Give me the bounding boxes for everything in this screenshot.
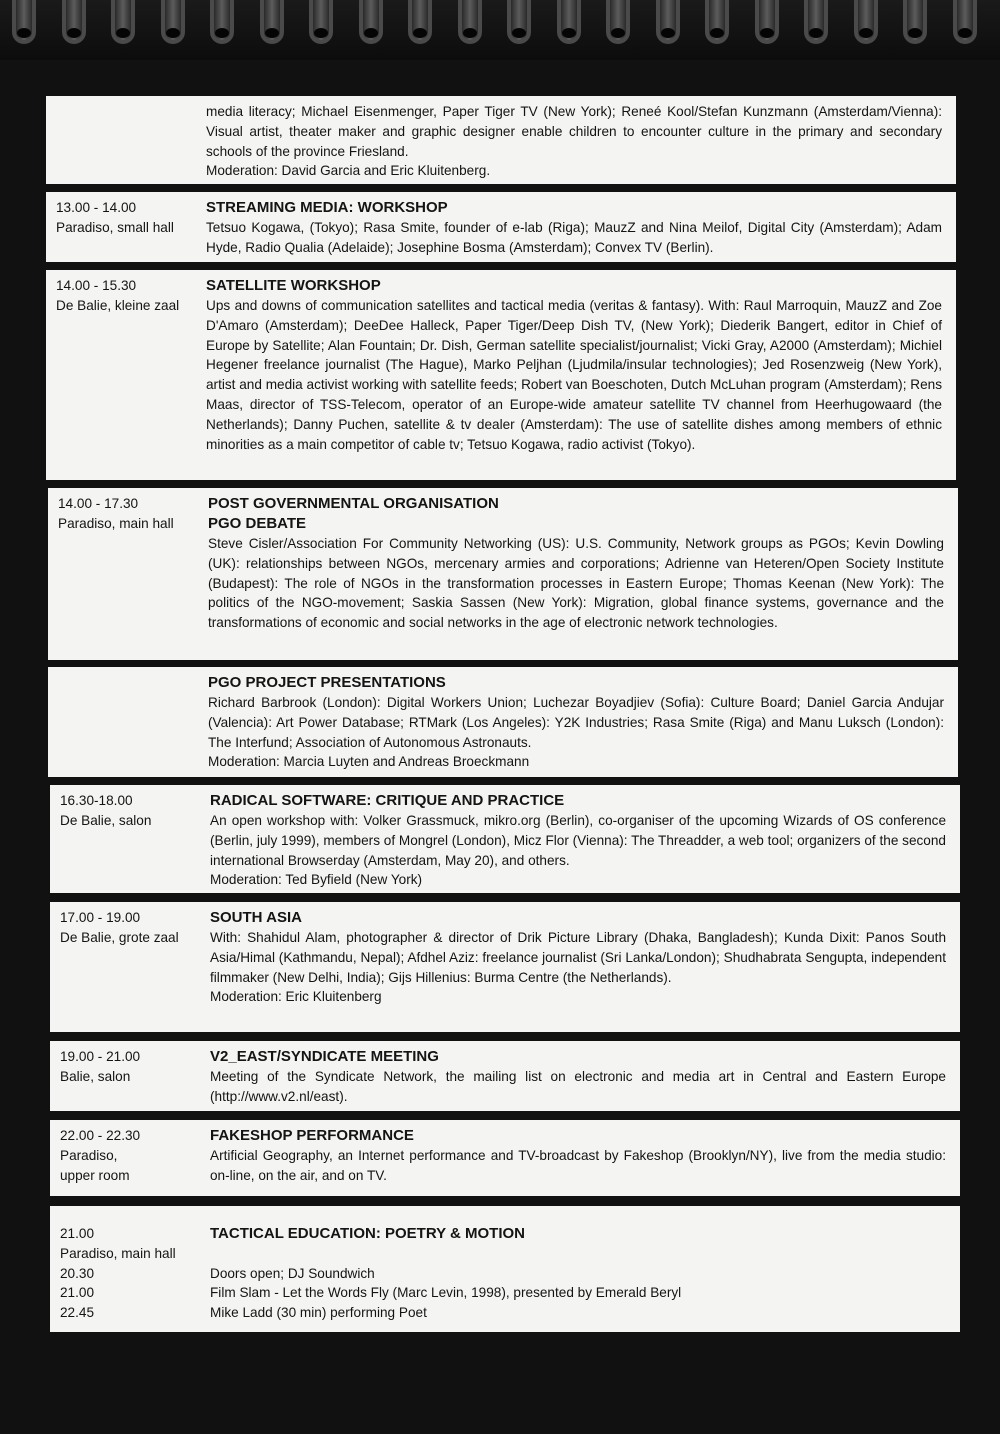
session-subtitle: PGO DEBATE — [208, 515, 307, 532]
session-body: Artificial Geography, an Internet performance and TV-broadcast by Fakeshop (Brooklyn/NY), live from the media studio: on-line, on the air, and on TV. — [210, 1148, 946, 1183]
session-time-venue — [56, 198, 206, 258]
session-details — [208, 673, 944, 772]
session-block — [50, 1120, 960, 1196]
session-venue: Paradiso, small hall — [56, 219, 174, 235]
session-time-venue — [60, 1126, 210, 1186]
session-moderation: Moderation: Marcia Luyten and Andreas Broeckmann — [208, 754, 530, 770]
schedule-text: Mike Ladd (30 min) performing Poet — [210, 1305, 427, 1321]
session-body: Richard Barbrook (London): Digital Workers Union; Luchezar Boyadjiev (Sofia): Culture Board; Daniel Garcia Andujar (Valencia): Art Power Database; RTMark (Los Angeles): Y2K Industries; Rasa Smite (Riga) and Manu Luksch (London): The Interfund; Association of Autonomous Astronauts. — [208, 695, 944, 750]
session-body: With: Shahidul Alam, photographer & director of Drik Picture Library (Dhaka, Bangladesh); Kunda Dixit: Panos South Asia/Himal (Kathmandu, Nepal); Afdhel Aziz: freelance journalist (Sri Lanka/London); Shudhabrata Sengupta, independent filmmaker (New Delhi, India); Gijs Hillenius: Burma Centre (the Netherlands). — [210, 930, 946, 985]
session-title: SOUTH ASIA — [210, 909, 302, 926]
session-venue: Balie, salon — [60, 1068, 131, 1084]
session-block — [46, 96, 956, 184]
session-time-venue — [56, 102, 206, 181]
session-block — [48, 488, 958, 660]
session-venue: Paradiso, main hall — [58, 515, 174, 531]
session-block — [46, 192, 956, 262]
session-body: Tetsuo Kogawa, (Tokyo); Rasa Smite, founder of e-lab (Riga); MauzZ and Nina Meilof, Digital City (Amsterdam); Adam Hyde, Radio Qualia (Adelaide); Josephine Bosma (Amsterdam); Convex TV (Berlin). — [206, 220, 942, 255]
session-time: 17.00 - 19.00 — [60, 910, 141, 925]
session-time-venue — [60, 1047, 210, 1107]
session-title: FAKESHOP PERFORMANCE — [210, 1127, 414, 1144]
session-details — [208, 494, 944, 633]
session-body: Meeting of the Syndicate Network, the mailing list on electronic and media art in Central and Eastern Europe (http://www.v2.nl/east). — [210, 1069, 946, 1104]
session-time-venue — [58, 673, 208, 772]
session-time: 14.00 - 15.30 — [56, 278, 137, 293]
session-title: PGO PROJECT PRESENTATIONS — [208, 674, 446, 691]
session-title: TACTICAL EDUCATION: POETRY & MOTION — [210, 1225, 525, 1242]
session-time-venue — [56, 276, 206, 454]
session-details — [210, 1126, 946, 1186]
session-venue-room: upper room — [60, 1167, 130, 1183]
session-block — [50, 1041, 960, 1111]
session-details — [206, 276, 942, 454]
session-title: STREAMING MEDIA: WORKSHOP — [206, 199, 448, 216]
session-venue: De Balie, salon — [60, 812, 152, 828]
schedule-item — [60, 1303, 946, 1323]
session-moderation: Moderation: Ted Byfield (New York) — [210, 872, 423, 888]
schedule-item — [60, 1283, 946, 1303]
session-block — [50, 902, 960, 1032]
session-details — [210, 1224, 946, 1264]
session-moderation: Moderation: Eric Kluitenberg — [210, 989, 382, 1005]
session-time: 21.00 — [60, 1226, 95, 1241]
session-title: POST GOVERNMENTAL ORGANISATION — [208, 495, 499, 512]
session-body: Ups and downs of communication satellites and tactical media (veritas & fantasy). With: Raul Marroquin, MauzZ and Zoe D'Amaro (Amsterdam); DeeDee Halleck, Paper Tiger/Deep Dish TV, (New York); Diederik Bangert, editor in Chief of Europe by Satellite; Alan Fountain; Dr. Dish, German satellite specialist/journalist; Vicki Gray, A2000 (Amsterdam); Michiel Hegener freelance journalist (The Hague), Marko Peljhan (Ljudmila/insular technologies); Jed Rosenzweig (New York), artist and media activist working with satellite feeds; Robert van Boeschoten, Dutch McLuhan program (Amsterdam); Rens Maas, director of TSS-Telecom, operator of an Europe-wide amateur satellite TV channel from Heerhugowaard (the Netherlands); Danny Puchen, satellite & tv dealer (Amsterdam): The use of satellite dishes among members of ethnic minorities as a main competitor of cable tv; Tetsuo Kogawa, radio activist (Tokyo). — [206, 298, 942, 452]
session-venue: De Balie, kleine zaal — [56, 297, 180, 313]
session-body: Steve Cisler/Association For Community Networking (US): U.S. Community, Network groups as PGOs; Kevin Dowling (UK): relationships between NGOs, mercenary armies and corporations; Adrienne van Heteren/Open Society Institute (Budapest): The role of NGOs in the transformation processes in Eastern Europe; Thomas Keenan (New York): The politics of the NGO-movement; Saskia Sassen (New York): Migration, global finance systems, governance and the transformations of economic and social networks in the age of electronic network technologies. — [208, 536, 944, 631]
session-time: 22.00 - 22.30 — [60, 1128, 141, 1143]
session-block-final — [50, 1206, 960, 1332]
session-time: 14.00 - 17.30 — [58, 496, 139, 511]
schedule-time: 21.00 — [60, 1285, 95, 1301]
session-block — [46, 270, 956, 480]
session-block — [48, 667, 958, 777]
session-time-venue — [60, 908, 210, 1007]
session-time: 19.00 - 21.00 — [60, 1049, 141, 1064]
session-time: 16.30-18.00 — [60, 793, 133, 808]
session-time: 13.00 - 14.00 — [56, 200, 137, 215]
session-details — [206, 198, 942, 258]
session-details — [210, 1047, 946, 1107]
session-details — [210, 908, 946, 1007]
session-body: media literacy; Michael Eisenmenger, Paper Tiger TV (New York); Reneé Kool/Stefan Kunzmann (Amsterdam/Vienna): Visual artist, theater maker and graphic designer enable children to encounter culture in the primary and secondary schools of the province Friesland. — [206, 104, 942, 159]
session-time-venue — [60, 791, 210, 890]
schedule-text: Film Slam - Let the Words Fly (Marc Levin, 1998), presented by Emerald Beryl — [210, 1285, 682, 1301]
session-details — [206, 102, 942, 181]
schedule-time: 20.30 — [60, 1265, 95, 1281]
session-moderation: Moderation: David Garcia and Eric Kluitenberg. — [206, 163, 491, 179]
schedule-time: 22.45 — [60, 1305, 95, 1321]
session-time-venue — [60, 1224, 210, 1264]
session-block — [50, 785, 960, 893]
session-time-venue — [58, 494, 208, 633]
session-title: SATELLITE WORKSHOP — [206, 277, 381, 294]
schedule-text: Doors open; DJ Soundwich — [210, 1265, 375, 1281]
session-title: RADICAL SOFTWARE: CRITIQUE AND PRACTICE — [210, 792, 565, 809]
session-venue: Paradiso, — [60, 1147, 118, 1163]
session-body: An open workshop with: Volker Grassmuck, mikro.org (Berlin), co-organiser of the upcoming Wizards of OS conference (Berlin, july 1999), members of Mongrel (London), Micz Flor (Vienna): The Threadder, a web tool; organizers of the second international Browserday (Amsterdam, May 20), and others. — [210, 813, 946, 868]
session-details — [210, 791, 946, 890]
schedule-item — [60, 1264, 946, 1284]
session-venue: Paradiso, main hall — [60, 1245, 176, 1261]
session-title: V2_EAST/SYNDICATE MEETING — [210, 1048, 439, 1065]
session-venue: De Balie, grote zaal — [60, 929, 179, 945]
